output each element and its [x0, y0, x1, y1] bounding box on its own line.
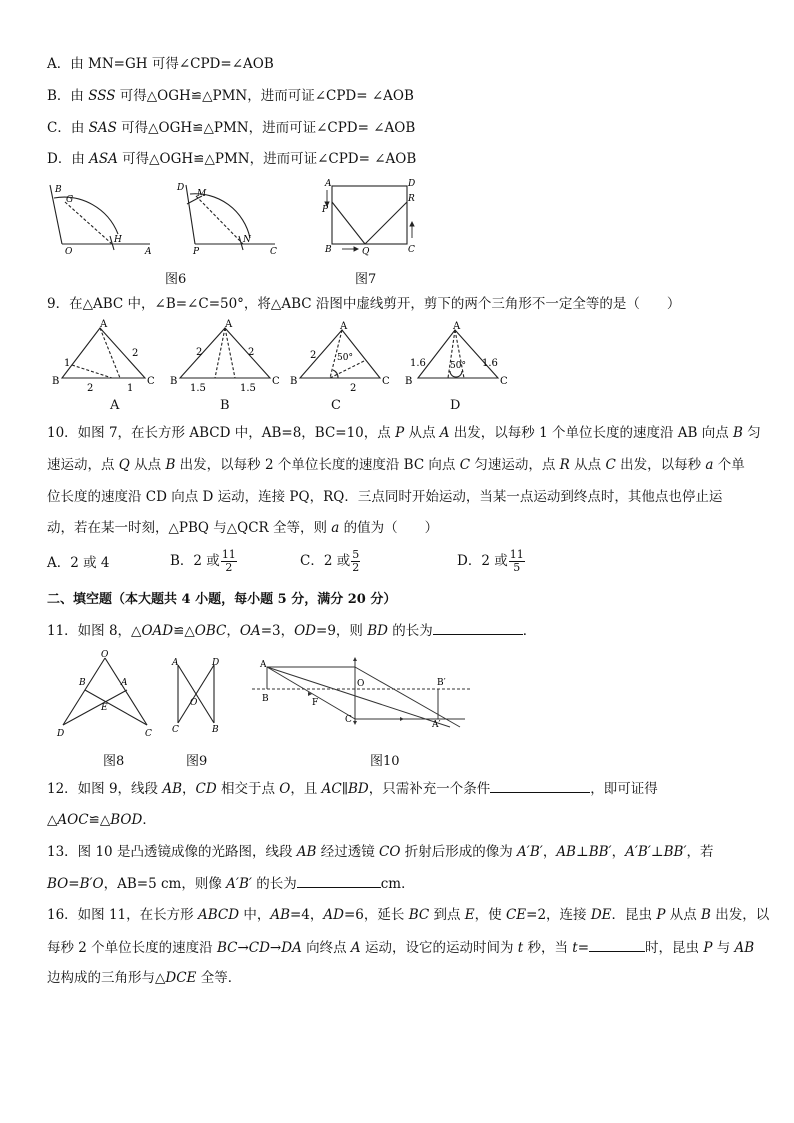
q9-c-m2: 50°: [337, 353, 353, 363]
fig6-label-g: G: [66, 195, 74, 205]
fig6-label-d: D: [177, 183, 185, 193]
fig10-label-a-prime: A′: [432, 720, 441, 730]
q9-caption-a: A: [110, 398, 120, 413]
q9-d-m2: 50°: [450, 361, 466, 371]
q9-d-m1: 1.6: [410, 358, 426, 369]
q13-line-2: BO=B′O，AB=5 cm，则像 A′B′ 的长为 cm．: [47, 873, 415, 894]
q9-caption-d: D: [450, 398, 461, 413]
figure-6-caption: 图6: [165, 272, 187, 287]
fig6-label-c: C: [270, 247, 277, 257]
fig6-label-n: N: [243, 235, 251, 245]
q9-b-m1: 2: [196, 347, 203, 358]
q9-text: 9．在△ABC 中，∠B=∠C=50°，将△ABC 沿图中虚线剪开，剪下的两个三角形不一定全等的是（ ）: [47, 296, 681, 312]
figure-7-diagram: [320, 178, 420, 258]
fig6-label-b: B: [55, 185, 62, 195]
q9-c-left: B: [290, 376, 298, 387]
fig6-left: [50, 185, 150, 250]
q12-line-2: △AOC≌△BOD．: [47, 812, 156, 828]
q8-option-a: A．由 MN=GH 可得∠CPD=∠AOB: [47, 56, 274, 72]
figure-6-diagram: [50, 180, 290, 260]
fig8-label-a: A: [121, 678, 128, 688]
q10-option-a: A．2 或 4: [47, 555, 110, 571]
q9-fig-b: [180, 328, 270, 378]
q10-option-c: C．2 或 $\frac{5}{2}$: [300, 548, 360, 574]
q10-line-3: 位长度的速度沿 CD 向点 D 运动，连接 PQ，RQ．三点同时开始运动，当某一点运动到终点时，其他点也停止运: [47, 489, 723, 505]
q9-b-m3: 1.5: [190, 383, 206, 394]
fig6-label-o: O: [65, 247, 73, 257]
q9-a-m3: 2: [87, 383, 94, 394]
fig7-label-p: P: [322, 205, 329, 215]
q9-figures: [50, 318, 530, 398]
fig6-label-p: P: [193, 247, 200, 257]
q9-b-left: B: [170, 376, 178, 387]
figure-8-caption: 图8: [103, 754, 125, 769]
q9-c-m3: 2: [350, 383, 357, 394]
q13-line-1: 13．图 10 是凸透镜成像的光路图，线段 AB 经过透镜 CO 折射后形成的像为 A′B′，AB⊥BB′，A′B′⊥BB′，若: [47, 844, 714, 860]
figure-9-caption: 图9: [186, 754, 208, 769]
figure-8-diagram: [55, 650, 160, 740]
q9-a-m1: 1: [64, 358, 71, 369]
q16-line-1: 16．如图 11，在长方形 ABCD 中，AB=4，AD=6，延长 BC 到点 E，使 CE=2，连接 DE．昆虫 P 从点 B 出发，以: [47, 907, 770, 923]
q9-d-left: B: [405, 376, 413, 387]
q10-option-d: D．2 或 $\frac{11}{5}$: [457, 548, 524, 574]
q11-text: 11．如图 8，△OAD≌△OBC，OA=3，OD=9，则 BD 的长为 ．: [47, 620, 536, 641]
q8-option-d: D．由 ASA 可得△OGH≌△PMN，进而可证∠CPD= ∠AOB: [47, 151, 417, 167]
q12-line-1: 12．如图 9，线段 AB，CD 相交于点 O，且 AC∥BD，只需补充一个条件 ，即可证得: [47, 778, 658, 799]
figure-9-diagram: [170, 655, 225, 735]
fig9-label-c: C: [172, 725, 179, 735]
q9-a-m4: 1: [127, 383, 134, 394]
fig10-label-c: C: [345, 715, 352, 725]
fig9-label-a: A: [172, 658, 179, 668]
fig8-label-o: O: [101, 650, 109, 660]
fig6-label-m: M: [197, 189, 207, 199]
q16-answer-blank: [589, 937, 645, 952]
figure-10-diagram: [250, 655, 475, 735]
q9-b-m4: 1.5: [240, 383, 256, 394]
q8-option-b: B．由 SSS 可得△OGH≌△PMN，进而可证∠CPD= ∠AOB: [47, 88, 414, 104]
fig10-label-o: O: [357, 679, 365, 689]
q16-line-3: 边构成的三角形与△DCE 全等．: [47, 970, 242, 986]
fig9-label-o: O: [190, 698, 198, 708]
fig8-label-e: E: [101, 703, 108, 713]
fig10-label-b-prime: B′: [437, 678, 446, 688]
q9-d-top: A: [453, 321, 461, 332]
fig10-label-a: A: [260, 660, 267, 670]
section-2-heading: 二、填空题（本大题共 4 小题，每小题 5 分，满分 20 分）: [47, 592, 397, 607]
fig9-label-d: D: [212, 658, 220, 668]
fig7-label-d: D: [408, 179, 416, 189]
fig7-label-q: Q: [362, 247, 370, 257]
fig8-label-b: B: [79, 678, 86, 688]
q9-d-right: C: [500, 376, 508, 387]
q10-line-2: 速运动，点 Q 从点 B 出发，以每秒 2 个单位长度的速度沿 BC 向点 C 匀速运动，点 R 从点 C 出发，以每秒 a 个单: [47, 457, 745, 473]
q9-b-top: A: [225, 319, 233, 330]
q10-line-4: 动，若在某一时刻，△PBQ 与△QCR 全等，则 a 的值为（ ）: [47, 520, 439, 536]
q13-answer-blank: [297, 873, 381, 888]
q12-answer-blank: [490, 778, 590, 793]
fig8-label-d: D: [57, 729, 65, 739]
fig7-label-r: R: [408, 194, 415, 204]
q16-line-2: 每秒 2 个单位长度的速度沿 BC→CD→DA 向终点 A 运动，设它的运动时间为 t 秒，当 t= 时，昆虫 P 与 AB: [47, 937, 754, 958]
q8-option-c: C．由 SAS 可得△OGH≌△PMN，进而可证∠CPD= ∠AOB: [47, 120, 416, 136]
fig9-label-b: B: [212, 725, 219, 735]
q9-a-m2: 2: [132, 348, 139, 359]
q9-a-top: A: [100, 319, 108, 330]
q9-caption-c: C: [331, 398, 341, 413]
q10-line-1: 10．如图 7，在长方形 ABCD 中，AB=8，BC=10，点 P 从点 A 出发，以每秒 1 个单位长度的速度沿 AB 向点 B 匀: [47, 425, 761, 441]
q9-d-m3: 1.6: [482, 358, 498, 369]
fig7-label-c: C: [408, 245, 415, 255]
q9-b-m2: 2: [248, 347, 255, 358]
figure-7-caption: 图7: [355, 272, 377, 287]
q9-a-right: C: [147, 376, 155, 387]
fig8-label-c: C: [145, 729, 152, 739]
q9-c-m1: 2: [310, 350, 317, 361]
fig10-label-b: B: [262, 694, 269, 704]
fig6-label-a: A: [145, 247, 152, 257]
fig10-label-f: F: [312, 698, 319, 708]
q9-c-right: C: [382, 376, 390, 387]
q11-answer-blank: [433, 620, 523, 635]
fig7-label-b: B: [325, 245, 332, 255]
fig6-label-h: H: [114, 235, 122, 245]
q9-b-right: C: [272, 376, 280, 387]
q9-caption-b: B: [220, 398, 230, 413]
q9-c-top: A: [340, 321, 348, 332]
q9-a-left: B: [52, 376, 60, 387]
q10-option-b: B．2 或 $\frac{11}{2}$: [170, 548, 236, 574]
figure-10-caption: 图10: [370, 754, 400, 769]
fig7-label-a: A: [325, 179, 332, 189]
